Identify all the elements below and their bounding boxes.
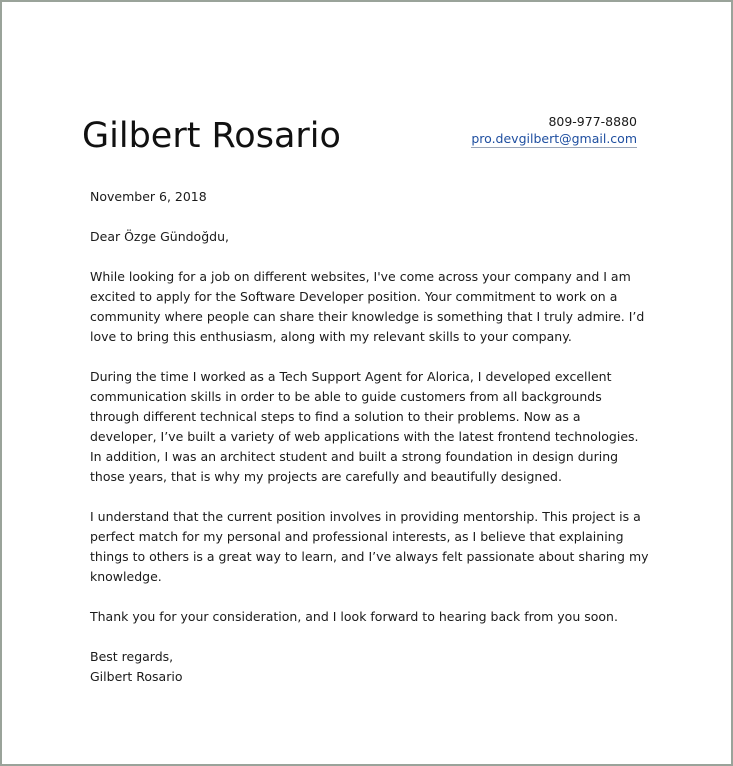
salutation: Dear Özge Gündoğdu, <box>90 229 229 244</box>
email-link[interactable]: pro.devgilbert@gmail.com <box>471 131 637 146</box>
letter-date: November 6, 2018 <box>90 189 207 204</box>
sender-name: Gilbert Rosario <box>82 116 341 156</box>
signature-name: Gilbert Rosario <box>90 669 183 684</box>
closing-phrase: Best regards, <box>90 649 174 664</box>
paragraph-2: During the time I worked as a Tech Support Agent for Alorica, I developed excellent communication skills in order to be able to guide customers from all backgrounds through different technical steps to find a solution to their problems. Now as a developer, I’ve built a variety of web applications with the latest frontend technologies. In addition, I was an architect student and built a strong foundation in design during those years, that is why my projects are carefully and beautifully designed. <box>90 369 639 484</box>
phone-number: 809-977-8880 <box>548 114 637 129</box>
contact-block <box>471 113 637 148</box>
paragraph-1: While looking for a job on different websites, I've come across your company and I am excited to apply for the Software Developer position. Your commitment to work on a community where people can share their knowledge is something that I truly admire. I’d love to bring this enthusiasm, along with my relevant skills to your company. <box>90 269 645 344</box>
closing-block <box>90 647 650 687</box>
letter-body <box>90 187 650 687</box>
paragraph-3: I understand that the current position involves in providing mentorship. This project is a perfect match for my personal and professional interests, as I believe that explaining things to others is a great way to learn, and I’ve always felt passionate about sharing my knowledge. <box>90 509 649 584</box>
paragraph-4: Thank you for your consideration, and I look forward to hearing back from you soon. <box>90 609 618 624</box>
